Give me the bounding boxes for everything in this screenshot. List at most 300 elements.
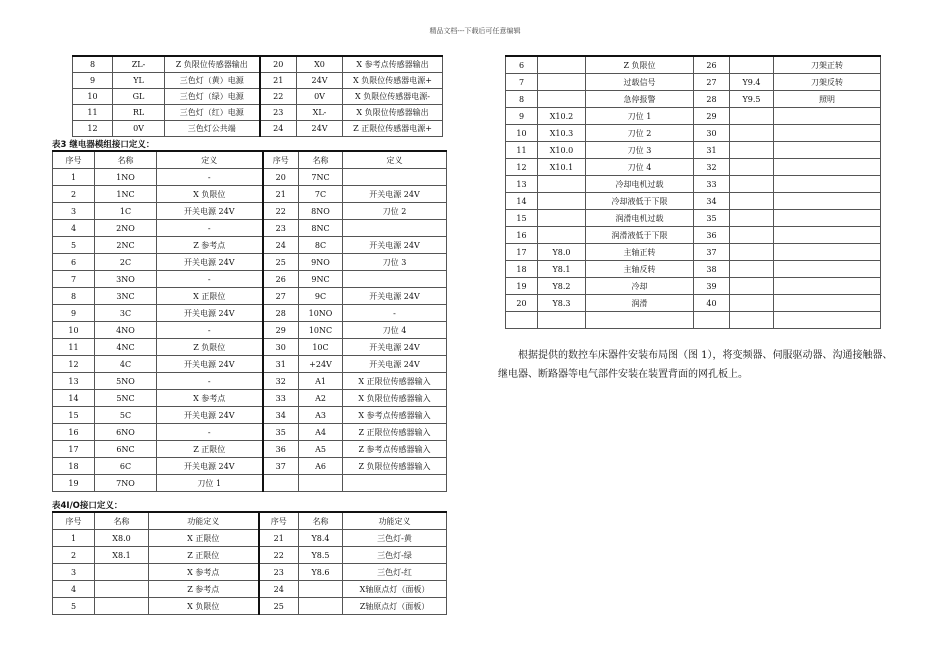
table-cell: 29 (694, 108, 730, 125)
table-cell (774, 295, 881, 312)
table-cell (95, 598, 149, 615)
table-cell: Y9.4 (730, 74, 774, 91)
table-cell: X 正限位 (149, 530, 259, 547)
table-cell: 4 (53, 581, 95, 598)
table-cell (538, 227, 586, 244)
table-cell: 1C (95, 203, 157, 220)
header-row (53, 151, 447, 169)
table-cell (774, 125, 881, 142)
table-cell: X 参考点传感器输入 (343, 407, 447, 424)
table-cell: 14 (506, 193, 538, 210)
table-cell: X8.1 (95, 547, 149, 564)
table-cell: 开关电源 24V (157, 305, 263, 322)
table-cell (730, 261, 774, 278)
table-cell: Z 正限位 (157, 441, 263, 458)
table-cell: 11 (506, 142, 538, 159)
table-cell (538, 210, 586, 227)
table-cell: 20 (506, 295, 538, 312)
table-cell: A1 (299, 373, 343, 390)
table-cell: 开关电源 24V (343, 288, 447, 305)
table-cell: 14 (53, 390, 95, 407)
table-cell: 37 (694, 244, 730, 261)
table-row (53, 237, 447, 254)
table-row (53, 271, 447, 288)
table-cell (774, 312, 881, 329)
table-cell (299, 475, 343, 492)
table-cell: 24 (263, 237, 299, 254)
table-cell: 8NC (299, 220, 343, 237)
table-row (73, 73, 443, 89)
table-cell: Y8.2 (538, 278, 586, 295)
table-row (53, 564, 447, 581)
table-cell: Z轴原点灯（面板） (343, 598, 447, 615)
table-cell: 8NO (299, 203, 343, 220)
table-row (53, 356, 447, 373)
table-cell: 0V (113, 121, 165, 137)
table-cell (730, 108, 774, 125)
table-cell: 刀位 3 (586, 142, 694, 159)
table-cell: 38 (694, 261, 730, 278)
table-cell: 17 (53, 441, 95, 458)
table-cell (538, 74, 586, 91)
table-cell: 4C (95, 356, 157, 373)
table-cell: 2NC (95, 237, 157, 254)
table-cell: X10.2 (538, 108, 586, 125)
table-cell: 9C (299, 288, 343, 305)
table-row (53, 288, 447, 305)
table-cell: 35 (263, 424, 299, 441)
table-cell: 16 (506, 227, 538, 244)
table-cell: - (157, 220, 263, 237)
table-cell: 32 (694, 159, 730, 176)
table-cell: 21 (259, 530, 299, 547)
table-cell: 10NO (299, 305, 343, 322)
table-cell: 开关电源 24V (157, 254, 263, 271)
table-cell (299, 598, 343, 615)
table-cell: 24 (259, 581, 299, 598)
table-row (53, 547, 447, 564)
table-cell: 23 (263, 220, 299, 237)
table-cell: Y8.4 (299, 530, 343, 547)
table-cell: X0 (297, 56, 343, 73)
table-cell: 33 (694, 176, 730, 193)
table-row (506, 278, 881, 295)
table-cell: A5 (299, 441, 343, 458)
table-cell: 6C (95, 458, 157, 475)
table-row (53, 475, 447, 492)
table-cell: 25 (259, 598, 299, 615)
table-cell (343, 475, 447, 492)
table-row (506, 159, 881, 176)
table-top-continuation (72, 55, 443, 137)
table-row (53, 186, 447, 203)
table-cell: 9NC (299, 271, 343, 288)
column-header: 序号 (263, 151, 299, 169)
table-cell: A2 (299, 390, 343, 407)
table-cell (730, 125, 774, 142)
table-cell: 8 (506, 91, 538, 108)
table-cell: A6 (299, 458, 343, 475)
table-cell (343, 169, 447, 186)
table-cell: 3C (95, 305, 157, 322)
table-cell (730, 227, 774, 244)
table-cell: 主轴反转 (586, 261, 694, 278)
table-cell (774, 108, 881, 125)
table-cell: 15 (53, 407, 95, 424)
table-cell: X 参考点 (149, 564, 259, 581)
table-cell: X 正限位传感器输入 (343, 373, 447, 390)
table-cell: 4 (53, 220, 95, 237)
table-cell: 10C (299, 339, 343, 356)
table-row (53, 203, 447, 220)
table-cell: - (157, 169, 263, 186)
table-cell (774, 278, 881, 295)
table-row (506, 91, 881, 108)
table-cell: 9 (53, 305, 95, 322)
table-row (53, 305, 447, 322)
table-cell: 润滑 (586, 295, 694, 312)
table-row (506, 74, 881, 91)
table-cell: X 负限位 (149, 598, 259, 615)
table-cell: GL (113, 89, 165, 105)
table-cell: 30 (263, 339, 299, 356)
table-cell: 开关电源 24V (157, 407, 263, 424)
table-cell: 过载信号 (586, 74, 694, 91)
table-cell: 6NO (95, 424, 157, 441)
table-cell (343, 271, 447, 288)
table-cell: Y8.1 (538, 261, 586, 278)
table-cell: 2NO (95, 220, 157, 237)
table-row (73, 56, 443, 73)
table-cell: 急停报警 (586, 91, 694, 108)
column-header: 名称 (299, 151, 343, 169)
table-row (53, 458, 447, 475)
table-cell: 6 (506, 56, 538, 74)
table-cell: 3 (53, 564, 95, 581)
table-cell: 6 (53, 254, 95, 271)
table-cell: 35 (694, 210, 730, 227)
table-cell: 10 (53, 322, 95, 339)
table-cell: 23 (260, 105, 297, 121)
table-cell: 20 (263, 169, 299, 186)
table-cell: 28 (263, 305, 299, 322)
table-cell: 3NC (95, 288, 157, 305)
table-cell: 开关电源 24V (157, 203, 263, 220)
table-cell: 8 (53, 288, 95, 305)
table-cell: Z 正限位 (149, 547, 259, 564)
table-cell: X 正限位 (157, 288, 263, 305)
table-cell: 24V (297, 73, 343, 89)
table-cell (730, 56, 774, 74)
table-cell: XL- (297, 105, 343, 121)
table-cell: 22 (259, 547, 299, 564)
table-row (53, 530, 447, 547)
table-cell (730, 210, 774, 227)
table-cell: 冷却液低于下限 (586, 193, 694, 210)
table-cell: - (343, 305, 447, 322)
table-cell: 28 (694, 91, 730, 108)
table-cell (730, 176, 774, 193)
table-cell (538, 91, 586, 108)
table-cell: 9NO (299, 254, 343, 271)
table-cell: 32 (263, 373, 299, 390)
page-header: 精品文档---下载后可任意编辑 (429, 27, 521, 35)
table-row (73, 121, 443, 137)
table-cell: 开关电源 24V (343, 356, 447, 373)
table3-relay-module (52, 150, 447, 492)
table-cell: 主轴正转 (586, 244, 694, 261)
table-cell: 36 (263, 441, 299, 458)
table-row (506, 176, 881, 193)
table-cell: 开关电源 24V (343, 186, 447, 203)
table-cell: 三色灯-绿 (343, 547, 447, 564)
table-cell: 31 (694, 142, 730, 159)
table-cell (774, 261, 881, 278)
table-cell (343, 220, 447, 237)
table-cell (730, 295, 774, 312)
table-cell: 17 (506, 244, 538, 261)
column-header: 定义 (157, 151, 263, 169)
table-cell: 20 (260, 56, 297, 73)
table-cell: 26 (694, 56, 730, 74)
header-row (53, 512, 447, 530)
table-cell (730, 278, 774, 295)
table-row (53, 220, 447, 237)
table-cell: 2 (53, 547, 95, 564)
column-header: 序号 (259, 512, 299, 530)
table-cell: 刀位 3 (343, 254, 447, 271)
table4-io-interface (52, 511, 447, 615)
table-cell (774, 227, 881, 244)
table-cell: 3NO (95, 271, 157, 288)
table-cell (694, 312, 730, 329)
table-cell: 三色灯公共端 (165, 121, 260, 137)
table-row (506, 108, 881, 125)
table-cell: 2C (95, 254, 157, 271)
table-row (53, 322, 447, 339)
table-cell: 7NO (95, 475, 157, 492)
table-cell: 18 (53, 458, 95, 475)
table-row (506, 312, 881, 329)
table-cell: 2 (53, 186, 95, 203)
table-cell: 11 (73, 105, 113, 121)
table-cell: X 负限位传感器输出 (343, 105, 443, 121)
table-row (53, 339, 447, 356)
table-cell: 5C (95, 407, 157, 424)
table-cell (538, 312, 586, 329)
table-cell: +24V (299, 356, 343, 373)
table-cell: Z 参考点传感器输入 (343, 441, 447, 458)
table-cell: 开关电源 24V (343, 339, 447, 356)
table4-caption: 表4I/O接口定义： (52, 501, 123, 511)
table-cell: 7 (53, 271, 95, 288)
table-cell: 5NC (95, 390, 157, 407)
table-row (53, 373, 447, 390)
table-cell: 12 (53, 356, 95, 373)
table-cell: 润滑液低于下限 (586, 227, 694, 244)
table-cell: 33 (263, 390, 299, 407)
table-cell: X10.1 (538, 159, 586, 176)
table-cell: 6NC (95, 441, 157, 458)
table-cell: 开关电源 24V (157, 356, 263, 373)
table-row (506, 227, 881, 244)
table-cell: 开关电源 24V (157, 458, 263, 475)
table-row (506, 125, 881, 142)
table-cell: 19 (53, 475, 95, 492)
table-cell (263, 475, 299, 492)
table-cell (774, 142, 881, 159)
table-row (506, 142, 881, 159)
table-cell: 36 (694, 227, 730, 244)
table-cell: 8C (299, 237, 343, 254)
table-cell: Z 负限位 (586, 56, 694, 74)
table-cell: 12 (73, 121, 113, 137)
table-cell: 24 (260, 121, 297, 137)
table-cell: 刀位 4 (586, 159, 694, 176)
table-row (53, 254, 447, 271)
table-cell: ZL- (113, 56, 165, 73)
table-row (73, 105, 443, 121)
table-cell: 三色灯-红 (343, 564, 447, 581)
table-cell: A3 (299, 407, 343, 424)
table-cell: 刀位 2 (586, 125, 694, 142)
table-cell: 刀架反转 (774, 74, 881, 91)
table-cell: YL (113, 73, 165, 89)
table-row (53, 441, 447, 458)
table-cell: Y8.3 (538, 295, 586, 312)
table-cell: 三色灯（绿）电源 (165, 89, 260, 105)
table-cell (730, 142, 774, 159)
table-cell: X10.3 (538, 125, 586, 142)
table-cell (730, 244, 774, 261)
table-cell: 刀位 1 (157, 475, 263, 492)
column-header: 定义 (343, 151, 447, 169)
table-row (53, 581, 447, 598)
table-cell: 3 (53, 203, 95, 220)
table-cell: 1 (53, 530, 95, 547)
table-cell (538, 56, 586, 74)
table-cell: 刀位 2 (343, 203, 447, 220)
table-cell: 34 (263, 407, 299, 424)
table-cell: 21 (260, 73, 297, 89)
table-cell: Z 参考点 (149, 581, 259, 598)
column-header: 序号 (53, 151, 95, 169)
table-cell: A4 (299, 424, 343, 441)
table-cell: 40 (694, 295, 730, 312)
table-cell (774, 176, 881, 193)
table-cell (586, 312, 694, 329)
table-cell: - (157, 271, 263, 288)
table-cell: 27 (263, 288, 299, 305)
table-cell (95, 564, 149, 581)
table-cell: X 参考点传感器输出 (343, 56, 443, 73)
table-cell (730, 312, 774, 329)
table-right-continuation (505, 55, 881, 329)
table-cell: 三色灯（红）电源 (165, 105, 260, 121)
table-cell: 刀位 1 (586, 108, 694, 125)
table-cell: 31 (263, 356, 299, 373)
table-cell: 4NC (95, 339, 157, 356)
table-cell: 27 (694, 74, 730, 91)
table-cell: 24V (297, 121, 343, 137)
table-cell (774, 244, 881, 261)
table-cell: 16 (53, 424, 95, 441)
table-cell: 22 (260, 89, 297, 105)
table-cell: 1NO (95, 169, 157, 186)
table-cell: 15 (506, 210, 538, 227)
table-cell: 18 (506, 261, 538, 278)
table-cell: Z 参考点 (157, 237, 263, 254)
table-cell: 9 (506, 108, 538, 125)
table-cell: Y8.0 (538, 244, 586, 261)
table-cell (506, 312, 538, 329)
table-cell: 7C (299, 186, 343, 203)
table-cell: RL (113, 105, 165, 121)
table-cell: Z 正限位传感器电源+ (343, 121, 443, 137)
column-header: 序号 (53, 512, 95, 530)
table-cell: 9 (73, 73, 113, 89)
table-cell: 1NC (95, 186, 157, 203)
table-cell: 13 (53, 373, 95, 390)
table-cell: 26 (263, 271, 299, 288)
table-cell: 冷却 (586, 278, 694, 295)
table-cell (730, 193, 774, 210)
table-row (506, 193, 881, 210)
table-cell (95, 581, 149, 598)
table-row (506, 244, 881, 261)
table-cell: 13 (506, 176, 538, 193)
table-cell: 10 (506, 125, 538, 142)
table-row (506, 295, 881, 312)
table-cell: 29 (263, 322, 299, 339)
table-row (53, 407, 447, 424)
table-cell: 4NO (95, 322, 157, 339)
table-cell: 照明 (774, 91, 881, 108)
table-cell: Y8.6 (299, 564, 343, 581)
table-row (53, 169, 447, 186)
table-cell: 5NO (95, 373, 157, 390)
table-cell: - (157, 373, 263, 390)
table-row (73, 89, 443, 105)
table-cell: X 负限位 (157, 186, 263, 203)
table-cell: 刀位 4 (343, 322, 447, 339)
table-cell: 11 (53, 339, 95, 356)
table-cell: 开关电源 24V (343, 237, 447, 254)
table-cell: 12 (506, 159, 538, 176)
table-cell: Z 负限位传感器输出 (165, 56, 260, 73)
table-row (53, 424, 447, 441)
table-cell (774, 159, 881, 176)
table-row (53, 598, 447, 615)
table-cell: X 负限位传感器电源+ (343, 73, 443, 89)
column-header: 功能定义 (343, 512, 447, 530)
table-cell: 22 (263, 203, 299, 220)
column-header: 名称 (95, 151, 157, 169)
table-cell (774, 193, 881, 210)
table-cell: 7NC (299, 169, 343, 186)
column-header: 名称 (299, 512, 343, 530)
table-cell: Z 正限位传感器输入 (343, 424, 447, 441)
table-cell: 39 (694, 278, 730, 295)
table-row (506, 261, 881, 278)
table-cell: X10.0 (538, 142, 586, 159)
table-cell: 23 (259, 564, 299, 581)
table-cell: 37 (263, 458, 299, 475)
table-cell (774, 210, 881, 227)
table-cell: Z 负限位传感器输入 (343, 458, 447, 475)
body-paragraph: 根据提供的数控车床器件安装布局图（图 1），将变频器、伺服驱动器、沟通接触器、继电器、断路器等电气部件安装在装置背面的网孔板上。 (498, 350, 893, 380)
table-cell: 润滑电机过载 (586, 210, 694, 227)
